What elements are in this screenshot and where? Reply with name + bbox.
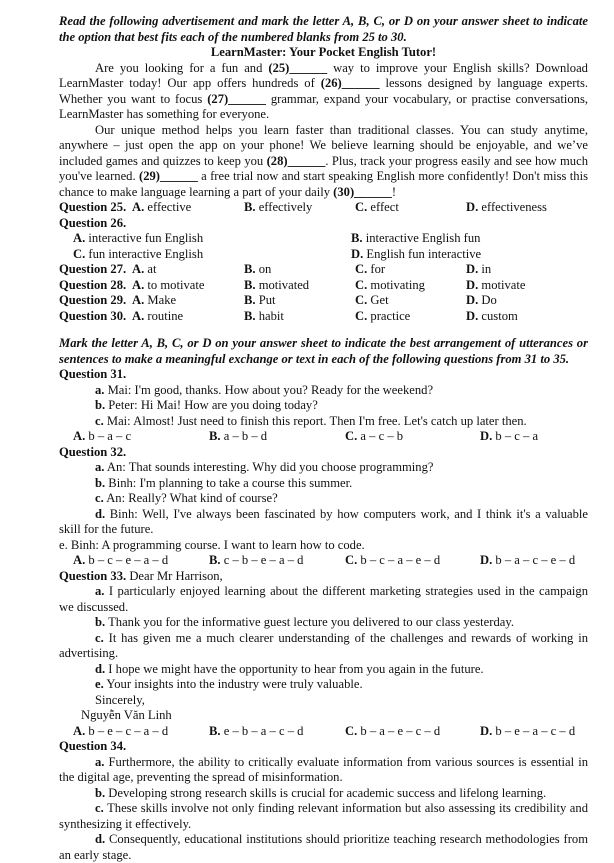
- option-text: motivating: [370, 277, 425, 292]
- item-text: Mai: I'm good, thanks. How about you? Ready for the weekend?: [104, 382, 434, 397]
- option-letter: A.: [73, 723, 86, 738]
- q31-item-a: [59, 383, 588, 399]
- option-letter: D.: [466, 277, 479, 292]
- letter-salutation: Dear Mr Harrison,: [126, 568, 223, 583]
- option-text: effective: [147, 200, 192, 214]
- option-text: b – c – a – e – d: [357, 553, 441, 567]
- advertisement-paragraph-2: [59, 123, 588, 201]
- option-b[interactable]: [209, 724, 303, 740]
- section1-instruction: Read the following advertisement and mark the letter A, B, C, or D on your answer sheet to indicate the option that best fits each of the numbered blanks from 25 to 30.: [59, 14, 588, 44]
- q31-item-b: [59, 398, 588, 414]
- option-d[interactable]: [480, 429, 538, 445]
- option-c[interactable]: [355, 293, 389, 309]
- text: grammar, expand your vocabulary, or practise conversations, LearnMaster has something for everyone.: [59, 91, 588, 121]
- question-label: Question 25.: [59, 200, 127, 214]
- option-letter: C.: [355, 293, 368, 307]
- option-text: b – e – c – a – d: [85, 723, 169, 738]
- option-text: custom: [481, 308, 518, 323]
- item-text: Consequently, educational institutions should prioritize teaching research methodologies from an early stage.: [59, 832, 588, 862]
- option-text: routine: [147, 308, 184, 323]
- item-text: Furthermore, the ability to critically evaluate information from various sources is essential in the digital age, preventing the spread of misinformation.: [59, 754, 588, 784]
- option-c[interactable]: [345, 553, 440, 569]
- q34-item-b: [59, 786, 588, 802]
- option-text: b – a – c: [85, 429, 132, 443]
- option-letter: D.: [480, 553, 493, 567]
- item-letter: b.: [95, 615, 106, 629]
- option-a[interactable]: [132, 309, 183, 325]
- option-letter: D.: [351, 246, 364, 261]
- question-label: Question 27.: [59, 262, 127, 276]
- q33-item-e: [59, 677, 588, 693]
- option-letter: C.: [355, 308, 368, 323]
- option-c[interactable]: [355, 309, 410, 325]
- option-text: Put: [258, 293, 276, 307]
- item-letter: a.: [95, 460, 105, 474]
- option-d[interactable]: [466, 262, 491, 278]
- item-text: An: That sounds interesting. Why did you choose programming?: [104, 460, 434, 474]
- option-letter: A.: [73, 429, 86, 443]
- option-text: for: [370, 262, 386, 276]
- option-letter: B.: [244, 277, 256, 292]
- option-d[interactable]: [480, 553, 575, 569]
- item-text: I particularly enjoyed learning about the different marketing strategies used in the campaign we discussed.: [59, 584, 588, 614]
- blank-26: (26)______: [320, 76, 380, 90]
- option-d[interactable]: [466, 200, 547, 216]
- q33-item-a: [59, 584, 588, 615]
- q32-item-c: [59, 491, 588, 507]
- question-33-header: [59, 569, 588, 585]
- question-34-label: Question 34.: [59, 739, 127, 753]
- item-letter: d.: [95, 832, 106, 846]
- option-a[interactable]: [132, 293, 176, 309]
- option-a[interactable]: [132, 200, 191, 216]
- option-letter: C.: [355, 262, 368, 276]
- item-text: Mai: Almost! Just need to finish this report. Then I'm free. Let's catch up later then.: [103, 413, 527, 428]
- option-d[interactable]: [466, 278, 525, 294]
- item-text: Binh: I'm planning to take a course this summer.: [105, 475, 353, 490]
- option-letter: C.: [73, 246, 86, 261]
- q32-item-d: [59, 507, 588, 538]
- option-letter: A.: [132, 262, 145, 276]
- q33-options: [59, 724, 588, 740]
- option-text: motivate: [481, 277, 526, 292]
- q33-item-d: [59, 662, 588, 678]
- question-30: [59, 309, 588, 325]
- option-letter: A.: [132, 293, 145, 307]
- advertisement-paragraph-1: [59, 61, 588, 123]
- option-a[interactable]: [73, 429, 131, 445]
- option-a[interactable]: [132, 278, 204, 294]
- text: lessons designed by language experts. Whether you want to focus: [59, 76, 588, 106]
- item-text: I hope we might have the opportunity to hear from you again in the future.: [105, 661, 484, 676]
- item-text: Binh: Well, I've always been fascinated by how computers work, and I think it's a valuable skill for the future.: [59, 506, 588, 536]
- item-text: It has given me a much clearer understanding of the challenges and rewards of working in advertising.: [59, 630, 588, 660]
- option-text: on: [258, 262, 272, 276]
- option-d[interactable]: [466, 293, 497, 309]
- option-text: a – c – b: [357, 429, 404, 443]
- item-text: Thank you for the informative guest lecture you delivered to our class yesterday.: [105, 615, 514, 629]
- question-27: [59, 262, 588, 278]
- option-text: at: [147, 262, 157, 276]
- question-label: Question 28.: [59, 277, 127, 292]
- q32-item-a: [59, 460, 588, 476]
- option-a[interactable]: [73, 231, 203, 247]
- option-text: habit: [258, 308, 284, 323]
- option-letter: A.: [73, 231, 86, 245]
- text: a free trial now and start speaking English more confidently! Don't miss this chance to make language learning a part of your daily: [59, 169, 588, 199]
- text: Our unique method helps you learn faster than traditional classes. You can study anytime, anywhere – just open the app on your phone! We believe learning should be enjoyable, and we’ve included games and quizzes to keep you: [59, 122, 588, 168]
- option-letter: B.: [244, 200, 256, 214]
- option-letter: B.: [209, 429, 221, 443]
- item-letter: a.: [95, 382, 105, 397]
- option-c[interactable]: [355, 200, 399, 216]
- option-text: interactive English fun: [365, 231, 481, 245]
- option-letter: A.: [132, 200, 145, 214]
- option-text: effectiveness: [481, 200, 547, 214]
- option-letter: A.: [132, 308, 145, 323]
- option-text: to motivate: [147, 277, 205, 292]
- question-31-label: Question 31.: [59, 367, 127, 381]
- option-a[interactable]: [132, 262, 157, 278]
- option-d[interactable]: [480, 724, 575, 740]
- item-letter: c.: [95, 630, 104, 645]
- option-text: effectively: [258, 200, 313, 214]
- item-letter: b.: [95, 398, 106, 412]
- item-letter: d.: [95, 661, 106, 676]
- item-text: An: Really? What kind of course?: [103, 491, 278, 505]
- option-text: c – b – e – a – d: [220, 553, 304, 567]
- item-letter: c.: [95, 801, 104, 815]
- option-letter: D.: [466, 308, 479, 323]
- item-letter: e.: [95, 677, 104, 691]
- option-letter: B.: [209, 723, 221, 738]
- option-letter: A.: [132, 277, 145, 292]
- option-text: Make: [147, 293, 177, 307]
- item-text: Peter: Hi Mai! How are you doing today?: [105, 398, 318, 412]
- option-text: practice: [370, 308, 411, 323]
- option-b[interactable]: [244, 262, 271, 278]
- option-a[interactable]: [73, 724, 168, 740]
- option-d[interactable]: [466, 309, 518, 325]
- option-letter: C.: [345, 723, 358, 738]
- q31-options: [59, 429, 588, 445]
- text: Are you looking for a fun and: [95, 60, 269, 75]
- option-text: motivated: [258, 277, 310, 292]
- option-text: Get: [370, 293, 389, 307]
- option-b[interactable]: [351, 231, 480, 247]
- option-letter: B.: [209, 553, 221, 567]
- item-letter: b.: [95, 785, 106, 800]
- section-gap: [59, 324, 588, 336]
- option-c[interactable]: [345, 429, 403, 445]
- item-text: These skills involve not only finding relevant information but also assessing its credibility and synthesizing it effectively.: [59, 801, 588, 831]
- blank-25: (25)______: [268, 60, 328, 75]
- option-text: e – b – a – c – d: [220, 723, 304, 738]
- option-d[interactable]: [351, 247, 481, 263]
- q32-options: [59, 553, 588, 569]
- option-a[interactable]: [73, 553, 168, 569]
- q32-item-e: e. Binh: A programming course. I want to learn how to code.: [59, 537, 365, 552]
- blank-30: (30)______: [333, 184, 392, 199]
- question-26-row-2: [59, 247, 588, 263]
- option-text: Do: [481, 293, 497, 307]
- q32-item-b: [59, 476, 588, 492]
- option-b[interactable]: [209, 429, 267, 445]
- option-text: b – c – a: [492, 429, 539, 443]
- option-text: English fun interactive: [366, 246, 482, 261]
- option-letter: B.: [244, 262, 256, 276]
- question-29: [59, 293, 588, 309]
- option-b[interactable]: [244, 309, 284, 325]
- section2-instruction: Mark the letter A, B, C, or D on your answer sheet to indicate the best arrangement of utterances or sentences to make a meaningful exchange or text in each of the following questions from 31 to 35.: [59, 336, 588, 366]
- question-label: Question 30.: [59, 308, 127, 323]
- option-b[interactable]: [244, 200, 312, 216]
- question-26-label: Question 26.: [59, 215, 127, 230]
- option-letter: B.: [244, 308, 256, 323]
- question-28: [59, 278, 588, 294]
- option-letter: A.: [73, 553, 86, 567]
- option-letter: D.: [466, 293, 479, 307]
- text: !: [391, 184, 397, 199]
- item-letter: c.: [95, 413, 104, 428]
- option-b[interactable]: [209, 553, 303, 569]
- option-text: b – c – e – a – d: [85, 553, 169, 567]
- q33-item-c: [59, 631, 588, 662]
- blank-29: (29)______: [139, 169, 198, 183]
- option-letter: D.: [466, 200, 479, 214]
- option-letter: D.: [480, 429, 493, 443]
- blank-27: (27)______: [207, 91, 266, 106]
- option-text: in: [481, 262, 492, 276]
- item-text: Developing strong research skills is crucial for academic success and lifelong learning.: [105, 785, 547, 800]
- option-letter: C.: [355, 200, 368, 214]
- blank-28: (28)______: [266, 153, 326, 168]
- item-letter: b.: [95, 475, 106, 490]
- text: way to improve your English skills? Download LearnMaster today! Our app offers hundreds of: [59, 60, 588, 90]
- question-32-label: Question 32.: [59, 444, 127, 459]
- item-letter: a.: [95, 584, 105, 598]
- advertisement-title: LearnMaster: Your Pocket English Tutor!: [210, 45, 437, 59]
- option-text: b – e – a – c – d: [492, 723, 576, 738]
- option-text: fun interactive English: [88, 246, 204, 261]
- option-letter: D.: [466, 262, 479, 276]
- q34-item-d: [59, 832, 588, 863]
- option-letter: D.: [480, 723, 493, 738]
- item-letter: d.: [95, 506, 106, 521]
- letter-signature: Nguyễn Văn Linh: [81, 708, 172, 722]
- q34-item-c: [59, 801, 588, 832]
- option-text: a – b – d: [220, 429, 268, 443]
- letter-closing: Sincerely,: [95, 692, 145, 707]
- item-text: Your insights into the industry were truly valuable.: [103, 677, 363, 691]
- option-letter: B.: [351, 231, 363, 245]
- item-letter: c.: [95, 491, 104, 505]
- option-text: b – a – c – e – d: [492, 553, 576, 567]
- option-text: interactive fun English: [88, 231, 204, 245]
- option-letter: C.: [345, 429, 358, 443]
- option-text: effect: [370, 200, 399, 214]
- question-25: [59, 200, 588, 216]
- option-text: b – a – e – c – d: [357, 723, 441, 738]
- item-letter: a.: [95, 754, 105, 769]
- q34-item-a: [59, 755, 588, 786]
- option-b[interactable]: [244, 278, 309, 294]
- option-letter: C.: [345, 553, 358, 567]
- text: . Plus, track your progress easily and see how much you've learned.: [59, 153, 588, 183]
- q31-item-c: [59, 414, 588, 430]
- q33-item-b: [59, 615, 588, 631]
- option-c[interactable]: [73, 247, 203, 263]
- option-c[interactable]: [345, 724, 440, 740]
- question-26-row-1: [59, 231, 588, 247]
- option-letter: B.: [244, 293, 256, 307]
- option-letter: C.: [355, 277, 368, 292]
- option-b[interactable]: [244, 293, 276, 309]
- question-label: Question 29.: [59, 293, 127, 307]
- question-label: Question 33.: [59, 568, 127, 583]
- exam-page: [59, 14, 588, 863]
- option-c[interactable]: [355, 278, 425, 294]
- option-c[interactable]: [355, 262, 385, 278]
